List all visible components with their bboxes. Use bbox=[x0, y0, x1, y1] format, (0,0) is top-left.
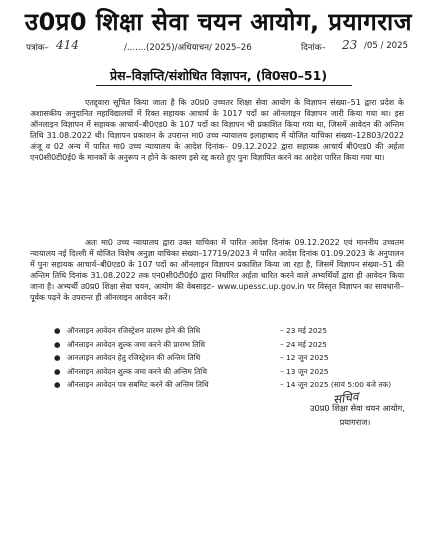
paragraph-1 bbox=[30, 97, 404, 163]
schedule-date: – 24 मई 2025 bbox=[280, 339, 328, 349]
bullet-icon: ● bbox=[54, 326, 61, 335]
schedule-list bbox=[54, 326, 414, 394]
paragraph-1-text: एतद्द्वारा सूचित किया जाता है कि उ0प्र0 उच्चतर शिक्षा सेवा आयोग के विज्ञापन संख्या–51 द्वारा प्रदेश के अशासकीय अनुदानित महाविद्यालयों में रिक्त सहायक आचार्य के 1017 पदों का ऑनलाइन विज्ञापन जारी किया गया था। इस ऑनलाइन विज्ञापन में सहायक आचार्य–बी0एड0 के 107 पदों का विज्ञापन भी प्रकाशित किया गया था, जिसमें आवेदन की अन्तिम तिथि 31.08.2022 थी। विज्ञापन प्रकाशन के उपरान्त मा0 उच्च न्यायालय इलाहाबाद में योजित याचिका संख्या–12803/2022 अंजू व 02 अन्य में पारित मा0 उच्च न्यायालय के आदेश दिनांक– 09.12.2022 द्वारा सहायक आचार्य बी0एड0 की अर्हता एन0सी0टी0ई0 के मानकों के अनुरूप न होने के कारण इसे रद्द करते हुए पुनः विज्ञापित करने का आदेश पारित किया गया था। bbox=[30, 98, 404, 162]
date-label: दिनांक– bbox=[301, 43, 326, 53]
paragraph-2-text: अतः मा0 उच्च न्यायालय द्वारा उक्त याचिका में पारित आदेश दिनांक 09.12.2022 एवं माननीय उच्चतम न्यायालय नई दिल्ली में योजित विशेष अनुज्ञा याचिका संख्या–17719/2023 में पारित आदेश दिनांक 01.09.2023 के अनुपालन में पुनः सहायक आचार्य–बी0एड0 के 107 पदों का ऑनलाइन विज्ञापन प्रकाशित किया जा रहा है, जिसमें विज्ञापन संख्या–51 की अन्तिम तिथि दिनांक 31.08.2022 तक एन0सी0टी0ई0 द्वारा निर्धारित अर्हता धारित करने वाले अभ्यर्थियों द्वारा ही आवेदन किया जाना है। अभ्यर्थी उ0प्र0 शिक्षा सेवा चयन, आयोग की वेबसाइट– www.upessc.up.gov.in पर विस्तृत विज्ञापन का सावधानी–पूर्वक पढ़ने के उपरान्त ही ऑनलाइन आवेदन करें। bbox=[30, 238, 404, 302]
schedule-date: – 23 मई 2025 bbox=[280, 326, 328, 335]
list-item bbox=[54, 340, 414, 354]
list-item bbox=[54, 367, 414, 381]
letter-number bbox=[26, 38, 252, 53]
letter-date bbox=[301, 38, 409, 53]
bullet-icon: ● bbox=[54, 380, 61, 389]
schedule-date: – 12 जून 2025 bbox=[280, 353, 329, 362]
patrank-year-section: /.......(2025)/अधियाचन/ 2025–26 bbox=[124, 43, 252, 53]
schedule-label: ऑनलाइन आवेदन पत्र सबमिट करने की अन्तिम तिथि bbox=[67, 380, 209, 389]
schedule-label: आनलाइन आवेदन हेतु रजिस्ट्रेशन की अन्तिम तिथि bbox=[67, 353, 201, 362]
schedule-label: ऑनलाइन आवेदन शुल्क जमा करने की प्रारम्भ तिथि bbox=[67, 339, 206, 349]
schedule-date: – 13 जून 2025 bbox=[280, 366, 329, 376]
signing-authority bbox=[298, 401, 418, 429]
patrank-number: 414 bbox=[56, 38, 79, 52]
authority-name: उ0प्र0 शिक्षा सेवा चयन आयोग, bbox=[310, 403, 405, 413]
schedule-label: ऑनलाइन आवेदन रजिस्ट्रेशन प्रारम्भ होने की तिथि bbox=[67, 326, 201, 335]
list-item bbox=[54, 353, 414, 367]
title-underline bbox=[96, 85, 352, 86]
press-release-title: प्रेस–विज्ञप्ति/संशोधित विज्ञापन, (वि0स0–51) bbox=[109, 68, 328, 83]
paragraph-2 bbox=[30, 237, 404, 303]
schedule-date: – 14 जून 2025 (सायं 5:00 बजे तक) bbox=[280, 380, 392, 389]
schedule-label: ऑनलाइन आवेदन शुल्क जमा करने की अन्तिम तिथि bbox=[67, 366, 207, 376]
handwritten-signature: सचिव bbox=[332, 389, 360, 407]
commission-title: उ0प्र0 शिक्षा सेवा चयन आयोग, प्रयागराज bbox=[24, 8, 413, 36]
date-day: 23 bbox=[342, 38, 358, 52]
patrank-label: पत्रांक– bbox=[26, 43, 49, 53]
list-item bbox=[54, 326, 414, 340]
list-item bbox=[54, 380, 414, 394]
date-month-year: /05 / 2025 bbox=[364, 41, 409, 51]
authority-place: प्रयागराज। bbox=[339, 417, 371, 427]
bullet-icon: ● bbox=[54, 366, 61, 376]
bullet-icon: ● bbox=[54, 339, 61, 349]
bullet-icon: ● bbox=[54, 353, 61, 362]
